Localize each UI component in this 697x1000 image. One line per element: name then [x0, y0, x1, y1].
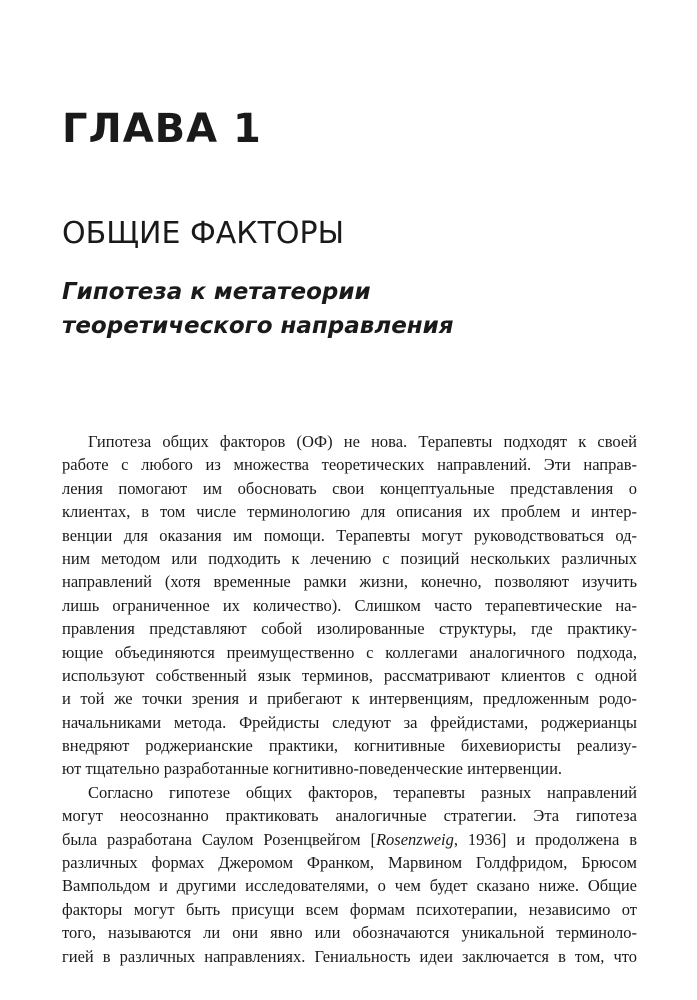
text-line: ющие объединяются преимущественно с коллегами аналогичного подхода,: [62, 642, 637, 662]
text-line: используют собственный язык терминов, рассматривают клиентов с одной: [62, 665, 637, 685]
chapter-title: ОБЩИЕ ФАКТОРЫ: [62, 216, 345, 251]
body-text: [62, 430, 637, 968]
text-line: внедряют роджерианские практики, когнитивные бихевиористы реализу-: [62, 736, 637, 756]
text-line-with-citation: [62, 828, 637, 851]
chapter-label: ГЛАВА 1: [62, 106, 262, 152]
text-line: ют тщательно разработанные когнитивно-поведенческие интервенции.: [62, 759, 563, 779]
text-line: правления представляют собой изолированные структуры, где практику-: [62, 619, 637, 639]
subtitle-line: теоретического направления: [62, 313, 454, 339]
text-line: направлений (хотя временные рамки жизни, конечно, позволяют изучить: [62, 572, 637, 592]
text-line: ления помогают им обосновать свои концептуальные представления о: [62, 478, 637, 498]
text-line: клиентах, в том числе терминологию для описания их проблем и интер-: [62, 502, 637, 522]
text-span: была разработана Саулом Розенцвейгом [: [62, 829, 376, 849]
text-line: гией в различных направлениях. Гениальность идеи заключается в том, что: [62, 946, 637, 966]
text-line: Гипотеза общих факторов (ОФ) не нова. Терапевты подходят к своей: [88, 432, 637, 451]
text-line: начальниками метода. Фрейдисты следуют за фрейдистами, роджерианцы: [62, 712, 637, 732]
text-line: лишь ограниченное их количество). Слишком часто терапевтические на-: [62, 595, 637, 615]
text-span: , 1936] и продолжена в: [453, 829, 637, 849]
text-line: и той же точки зрения и прибегают к интервенциям, предложенным родо-: [62, 689, 637, 709]
text-line: венции для оказания им помощи. Терапевты могут руководствоваться од-: [62, 525, 637, 545]
text-line: ним методом или подходить к лечению с позиций нескольких различных: [62, 548, 637, 568]
text-line: того, называются ли они явно или обозначаются уникальной терминоло-: [62, 923, 637, 943]
citation-author: Rosenzweig: [375, 829, 454, 849]
text-line: работе с любого из множества теоретических направлений. Эти направ-: [62, 455, 637, 475]
text-line: различных формах Джеромом Франком, Марвином Голдфридом, Брюсом: [62, 853, 637, 873]
text-line: факторы могут быть присущи всем формам психотерапии, независимо от: [62, 899, 637, 919]
text-line: Вампольдом и другими исследователями, о чем будет сказано ниже. Общие: [62, 876, 637, 896]
chapter-subtitle: [62, 275, 662, 343]
subtitle-line: Гипотеза к метатеории: [62, 279, 371, 305]
text-line: могут неосознанно практиковать аналогичные стратегии. Эта гипотеза: [62, 806, 637, 826]
text-line: Согласно гипотезе общих факторов, терапевты разных направлений: [88, 782, 637, 802]
